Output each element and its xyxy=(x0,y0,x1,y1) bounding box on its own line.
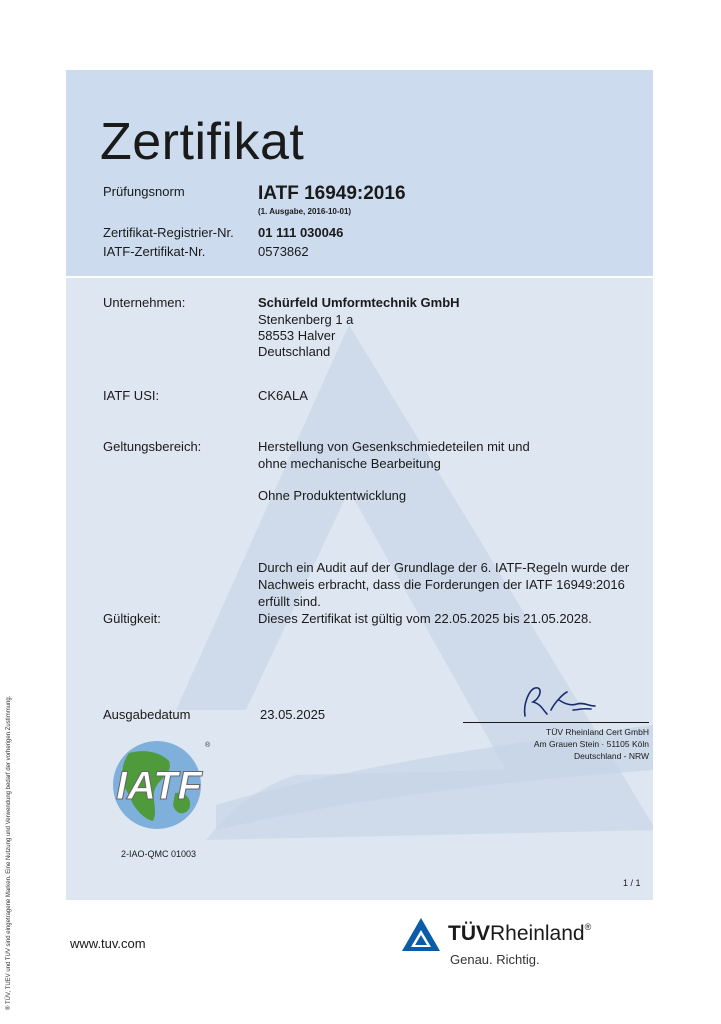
tuv-wordmark xyxy=(448,922,591,946)
audit-line-3: erfüllt sind. xyxy=(258,594,321,609)
tuv-triangle-icon xyxy=(400,916,442,954)
issue-date-value: 23.05.2025 xyxy=(260,707,326,722)
audit-line-2: Nachweis erbracht, dass die Forderungen der IATF 16949:2016 xyxy=(258,577,625,592)
validity-label: Gültigkeit: xyxy=(103,611,161,626)
scope-line-1: Herstellung von Gesenkschmiedeteilen mit und xyxy=(258,439,530,454)
tuv-wordmark-rest: Rheinland xyxy=(490,922,585,945)
issuer-address: Am Grauen Stein · 51105 Köln xyxy=(533,739,649,749)
tuv-registered-mark: ® xyxy=(584,922,592,932)
iatf-logo xyxy=(99,733,219,843)
company-street: Stenkenberg 1 a xyxy=(258,312,354,327)
audit-line-1: Durch ein Audit auf der Grundlage der 6. IATF-Regeln wurde der xyxy=(258,560,630,575)
company-name: Schürfeld Umformtechnik GmbH xyxy=(258,295,460,310)
company-country: Deutschland xyxy=(258,344,331,359)
registration-label: Zertifikat-Registrier-Nr. xyxy=(103,225,234,240)
standard-value: IATF 16949:2016 xyxy=(258,183,406,204)
scope-line-2: ohne mechanische Bearbeitung xyxy=(258,456,441,471)
issuer-name: TÜV Rheinland Cert GmbH xyxy=(546,727,649,737)
signature-line xyxy=(463,722,649,723)
company-city: 58553 Halver xyxy=(258,328,336,343)
iatf-cert-label: IATF-Zertifikat-Nr. xyxy=(103,244,206,259)
standard-label: Prüfungsnorm xyxy=(103,184,185,199)
iatf-cert-value: 0573862 xyxy=(258,244,309,259)
standard-note: (1. Ausgabe, 2016-10-01) xyxy=(258,207,352,216)
tuv-rheinland-logo xyxy=(400,916,610,972)
iatf-registered-mark: ® xyxy=(205,742,211,749)
usi-value: CK6ALA xyxy=(258,388,308,403)
signature xyxy=(511,680,601,722)
iatf-logo-text: IATF xyxy=(116,764,202,808)
usi-label: IATF USI: xyxy=(103,388,160,403)
scope-label: Geltungsbereich: xyxy=(103,439,202,454)
company-label: Unternehmen: xyxy=(103,295,186,310)
page-title: Zertifikat xyxy=(100,113,305,171)
tuv-wordmark-bold: TÜV xyxy=(448,922,490,945)
footer-url[interactable]: www.tuv.com xyxy=(70,936,146,951)
issuer-region: Deutschland - NRW xyxy=(574,751,649,761)
page-number: 1 / 1 xyxy=(623,878,641,888)
tuv-slogan: Genau. Richtig. xyxy=(450,952,540,967)
issue-date-label: Ausgabedatum xyxy=(103,707,191,722)
registration-value: 01 111 030046 xyxy=(258,225,344,240)
validity-value: Dieses Zertifikat ist gültig vom 22.05.2025 bis 21.05.2028. xyxy=(258,611,592,626)
issuer-block xyxy=(463,726,649,762)
trademark-note: ® TÜV, TUEV und TUV sind eingetragene Marken. Eine Nutzung und Verwendung bedarf der vorherigen Zustimmung. xyxy=(6,695,12,1010)
iatf-code: 2-IAO-QMC 01003 xyxy=(121,849,197,859)
scope-line-3: Ohne Produktentwicklung xyxy=(258,488,407,503)
